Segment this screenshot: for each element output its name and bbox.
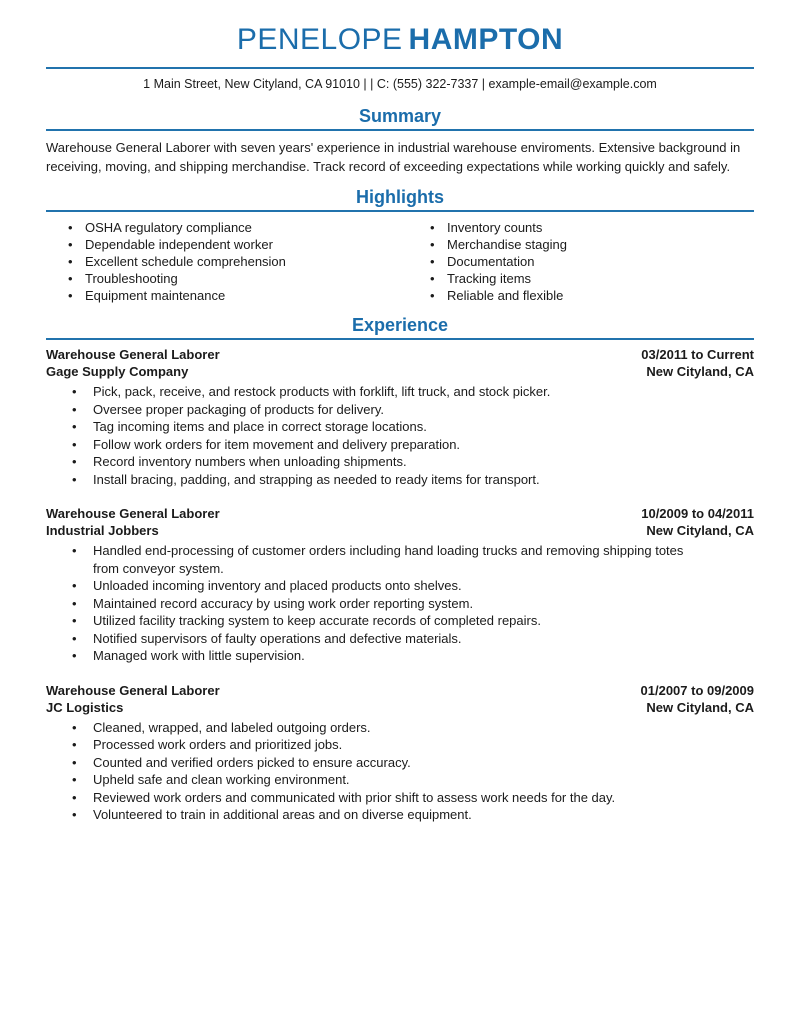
highlight-item: • Tracking items — [430, 270, 754, 287]
highlights-list — [46, 219, 754, 304]
job-location: New Cityland, CA — [646, 699, 754, 715]
highlights-heading: Highlights — [356, 187, 444, 207]
job-company: Industrial Jobbers — [46, 523, 159, 538]
highlight-item: • Merchandise staging — [430, 236, 754, 253]
job-title: Warehouse General Laborer — [46, 347, 220, 362]
job-bullet: • Record inventory numbers when unloading shipments. — [72, 453, 704, 471]
job-company-row — [46, 522, 754, 539]
highlight-item: • Troubleshooting — [68, 270, 400, 287]
highlight-item: • Documentation — [430, 253, 754, 270]
summary-heading: Summary — [358, 106, 442, 126]
header-divider — [46, 67, 754, 69]
job-title-row — [46, 346, 754, 363]
job-bullet: • Install bracing, padding, and strapping as needed to ready items for transport. — [72, 471, 704, 489]
highlight-item: • Reliable and flexible — [430, 287, 754, 304]
job-bullet: • Cleaned, wrapped, and labeled outgoing orders. — [72, 719, 704, 737]
job-bullet: • Counted and verified orders picked to ensure accuracy. — [72, 754, 704, 772]
job-entry — [46, 505, 754, 665]
job-list — [46, 346, 754, 824]
highlight-item: • Equipment maintenance — [68, 287, 400, 304]
job-bullet: • Unloaded incoming inventory and placed products onto shelves. — [72, 577, 704, 595]
job-entry — [46, 682, 754, 824]
job-dates: 01/2007 to 09/2009 — [640, 682, 754, 698]
job-entry — [46, 346, 754, 488]
contact-line: 1 Main Street, New Cityland, CA 91010 | | C: (555) 322-7337 | example-email@example.com — [143, 77, 657, 91]
job-bullet: • Managed work with little supervision. — [72, 647, 704, 665]
job-bullet: • Maintained record accuracy by using work order reporting system. — [72, 595, 704, 613]
job-bullet-list — [46, 719, 754, 824]
highlights-left-column — [46, 219, 400, 304]
job-bullet: • Follow work orders for item movement and delivery preparation. — [72, 436, 704, 454]
job-bullet: • Oversee proper packaging of products for delivery. — [72, 401, 704, 419]
job-bullet: • Handled end-processing of customer orders including hand loading trucks and removing shipping totes from conveyor system. — [72, 542, 704, 577]
job-dates: 03/2011 to Current — [641, 347, 754, 362]
job-company-row — [46, 699, 754, 716]
job-location: New Cityland, CA — [646, 364, 754, 379]
job-company: JC Logistics — [46, 699, 124, 715]
highlights-section — [46, 187, 754, 304]
job-company: Gage Supply Company — [46, 364, 189, 379]
summary-text: Warehouse General Laborer with seven years' experience in industrial warehouse enviroments. Extensive background in receiving, moving, and shipping merchandise. Track record of exceeding expectations while working quickly and safely. — [46, 140, 741, 174]
candidate-name — [46, 24, 754, 56]
highlight-item: • OSHA regulatory compliance — [68, 219, 400, 236]
candidate-last-name: HAMPTON — [408, 23, 564, 56]
highlight-item: • Inventory counts — [430, 219, 754, 236]
job-bullet: • Pick, pack, receive, and restock products with forklift, lift truck, and stock picker. — [72, 383, 704, 401]
experience-section — [46, 315, 754, 824]
job-title-row — [46, 682, 754, 699]
job-bullet-list — [46, 542, 754, 665]
job-bullet: • Reviewed work orders and communicated with prior shift to assess work needs for the day. — [72, 789, 704, 807]
highlight-item: • Excellent schedule comprehension — [68, 253, 400, 270]
experience-heading: Experience — [351, 315, 449, 335]
highlights-right-column — [400, 219, 754, 304]
job-title-row — [46, 505, 754, 522]
summary-divider — [46, 129, 754, 131]
job-bullet-list — [46, 383, 754, 488]
job-dates: 10/2009 to 04/2011 — [641, 506, 754, 521]
job-location: New Cityland, CA — [646, 523, 754, 538]
job-bullet: • Utilized facility tracking system to keep accurate records of completed repairs. — [72, 612, 704, 630]
job-title: Warehouse General Laborer — [46, 682, 220, 698]
job-bullet: • Upheld safe and clean working environment. — [72, 771, 704, 789]
highlight-item: • Dependable independent worker — [68, 236, 400, 253]
job-bullet: • Volunteered to train in additional areas and on diverse equipment. — [72, 806, 704, 824]
candidate-first-name: PENELOPE — [236, 23, 403, 56]
job-title: Warehouse General Laborer — [46, 506, 220, 521]
job-bullet: • Notified supervisors of faulty operations and defective materials. — [72, 630, 704, 648]
experience-divider — [46, 338, 754, 340]
job-bullet: • Tag incoming items and place in correct storage locations. — [72, 418, 704, 436]
resume-header — [46, 24, 754, 92]
job-bullet: • Processed work orders and prioritized jobs. — [72, 736, 704, 754]
highlights-divider — [46, 210, 754, 212]
summary-section — [46, 106, 754, 176]
job-company-row — [46, 363, 754, 380]
